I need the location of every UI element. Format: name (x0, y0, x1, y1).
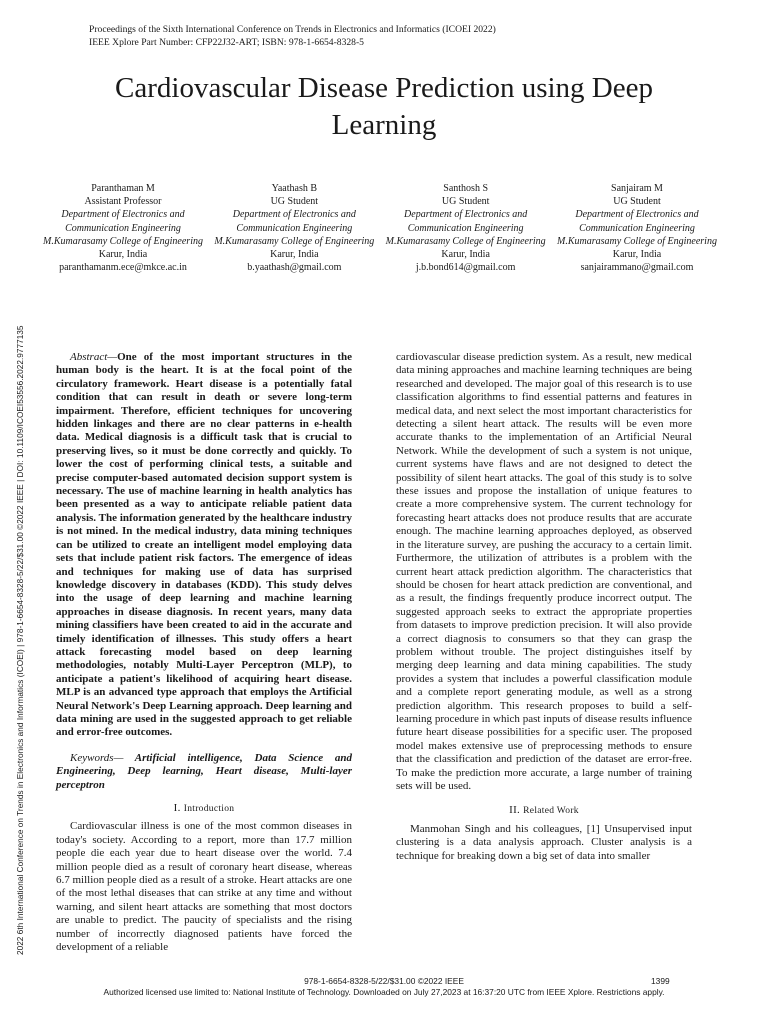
author-name: Paranthaman M (91, 183, 155, 194)
author-email[interactable]: sanjairammano@gmail.com (580, 262, 694, 274)
author-name: Sanjairam M (611, 183, 663, 194)
author-dept: Department of Electronics and Communication Engineering (61, 209, 185, 234)
section-number: II. (509, 804, 521, 817)
author-card (211, 182, 377, 274)
author-email[interactable]: b.yaathash@gmail.com (247, 262, 342, 274)
author-college: M.Kumarasamy College of Engineering (214, 235, 375, 247)
conference-header (89, 24, 496, 49)
author-role: Assistant Professor (84, 196, 162, 208)
related-work-paragraph: Manmohan Singh and his colleagues, [1] Unsupervised input clustering is a data analysis approach. Cluster analysis is a technique for breaking down a big set of data into smaller (396, 822, 692, 862)
footer-copyright: 978-1-6654-8328-5/22/$31.00 ©2022 IEEE (304, 976, 464, 986)
author-email[interactable]: j.b.bond614@gmail.com (415, 262, 516, 274)
keywords (56, 752, 352, 792)
left-column (56, 351, 352, 954)
section-heading-related-work (396, 804, 692, 818)
author-block (40, 182, 720, 274)
page-number: 1399 (651, 976, 670, 986)
abstract-label: Abstract— (70, 351, 118, 363)
author-card (40, 182, 206, 274)
section-title: Introduction (183, 804, 235, 814)
author-role: UG Student (613, 196, 661, 208)
author-city: Karur, India (270, 249, 319, 261)
footer-license: Authorized licensed use limited to: National Institute of Technology. Downloaded on July 27,2023 at 16:37:20 UTC from IEEE Xplore. Restrictions apply. (103, 987, 665, 997)
header-isbn: IEEE Xplore Part Number: CFP22J32-ART; ISBN: 978-1-6654-8328-5 (89, 36, 364, 48)
right-column (396, 351, 692, 863)
header-proceedings: Proceedings of the Sixth International Conference on Trends in Electronics and Informatics (ICOEI 2022) (89, 24, 496, 35)
author-role: UG Student (441, 196, 490, 208)
author-dept: Department of Electronics and Communication Engineering (232, 209, 356, 234)
keywords-text: Artificial intelligence, Data Science and Engineering, Deep learning, Heart disease, Multi-layer perceptron (56, 751, 352, 791)
author-city: Karur, India (441, 249, 490, 261)
author-college: M.Kumarasamy College of Engineering (43, 235, 203, 247)
abstract-text: One of the most important structures in the human body is the heart. It is at the focal point of the circulatory framework. Heart disease is a potentially fatal condition that can result in death or severe long-term impairment. Therefore, efficient techniques for uncovering hidden linkages and there are no clear patterns in e-health data. Medical diagnosis is a difficult task that is crucial to preserving lives, so it must be done correctly and quickly. To lower the cost of performing clinical tests, a suitable and precise computer-based automated decision support system is necessary. The use of machine learning in health analytics has been presented as a way to anticipate reliable patient data analysis. The information generated by the healthcare industry is not mined. In the medical industry, data mining techniques can be utilized to create an intelligent model employing data sets that include patient risk factors. The emergence of ideas and techniques for making use of data has surprised knowledge discovery in databases (KDD). This study delves into the usage of deep learning and machine learning approaches in disease diagnosis. In recent years, many data mining classifiers have been created to aid in the accurate and timely identification of illnesses. This study offers a heart attack forecasting model based on deep learning methodologies, notably Multi-Layer Perceptron (MLP), to anticipate a patient's likelihood of acquiring heart disease. MLP is an advanced type approach that employs the Artificial Neural Network's Deep Learning approach. Deep learning and data mining are used in the suggested approach to get reliable and error-free outcomes. (56, 351, 352, 739)
author-dept: Department of Electronics and Communication Engineering (575, 209, 699, 234)
section-heading-introduction (56, 802, 352, 816)
keywords-label: Keywords— (70, 751, 124, 764)
author-city: Karur, India (98, 249, 148, 261)
section-title: Related Work (523, 806, 579, 817)
author-city: Karur, India (612, 249, 662, 261)
author-dept: Department of Electronics and Communication Engineering (404, 209, 528, 234)
section-number: I. (173, 802, 181, 814)
author-name: Yaathash B (271, 183, 318, 194)
author-card (383, 182, 549, 274)
author-email[interactable]: paranthamanm.ece@mkce.ac.in (59, 262, 187, 274)
author-role: UG Student (270, 196, 319, 208)
author-name: Santhosh S (443, 183, 489, 194)
paper-title: Cardiovascular Disease Prediction using Deep Learning (115, 72, 653, 141)
abstract (56, 351, 352, 740)
intro-continued-paragraph: cardiovascular disease prediction system. As a result, new medical data mining approaches and machine learning techniques are being researched and developed. The major goal of this research is to use classification algorithms to find essential patterns and features in medical data, and next select the most important characteristics for detecting a silent heart attack. The results will be even more accurate thanks to the implementation of an Artificial Neural Network. While the development of such a system is not unique, current systems have flaws and are not designed to detect the possibility of silent heart attacks. The goal of this study is to solve these issues and propose the installation of unique features to create a more comprehensive system. The current technology for forecasting heart attacks does not produce results that are accurate enough. The machine learning approaches deployed, as observed in the literature survey, are pushing the accuracy to a certain limit. Furthermore, the utilization of attributes is a problem with the current heart attack prediction algorithm. The characteristics that should be chosen for heart attack prediction are conventional, and as a result, the findings frequently produce incorrect output. The suggested approach seeks to extract the appropriate properties from datasets to improve prediction precision. It will also provide a correct diagnosis to consumers so that they can grasp the problem without trouble. The project distinguishes itself by merging deep learning and data mining capabilities. The study provides a system that includes a powerful classification module and a complete report generating module, as well as a strong prediction algorithm. This research proposes to build a self-learning procedure in which past inputs of disease results influence future heart disease possibilities for a specific user. The proposed model makes extensive use of preprocessing methods to ensure that the classification and prediction of the dataset are error-free. To make the prediction more accurate, a large number of training sets will be used. (396, 351, 692, 792)
author-college: M.Kumarasamy College of Engineering (385, 235, 546, 247)
doi-sidebar: 2022 6th International Conference on Trends in Electronics and Informatics (ICOEI) | 978-1-6654-8328-5/22/$31.00 ©2022 IEEE | DOI: 10.1109/ICOEI53556.2022.9777135 (16, 325, 25, 955)
intro-paragraph: Cardiovascular illness is one of the most common diseases in today's society. According to a report, more than 17.7 million people die each year due to heart disease over the world. 7.4 million people died as a result of coronary heart disease, whereas 6.7 million people died as a result of a stroke. Heart attacks are one of the most lethal diseases that can strike at any time and without warning, and silent heart attacks are something that most doctors are unable to predict. The paucity of specialists and the rising number of incorrectly diagnosed patients have forced the development of a reliable (56, 820, 352, 954)
author-card (554, 182, 720, 274)
author-college: M.Kumarasamy College of Engineering (556, 235, 717, 247)
